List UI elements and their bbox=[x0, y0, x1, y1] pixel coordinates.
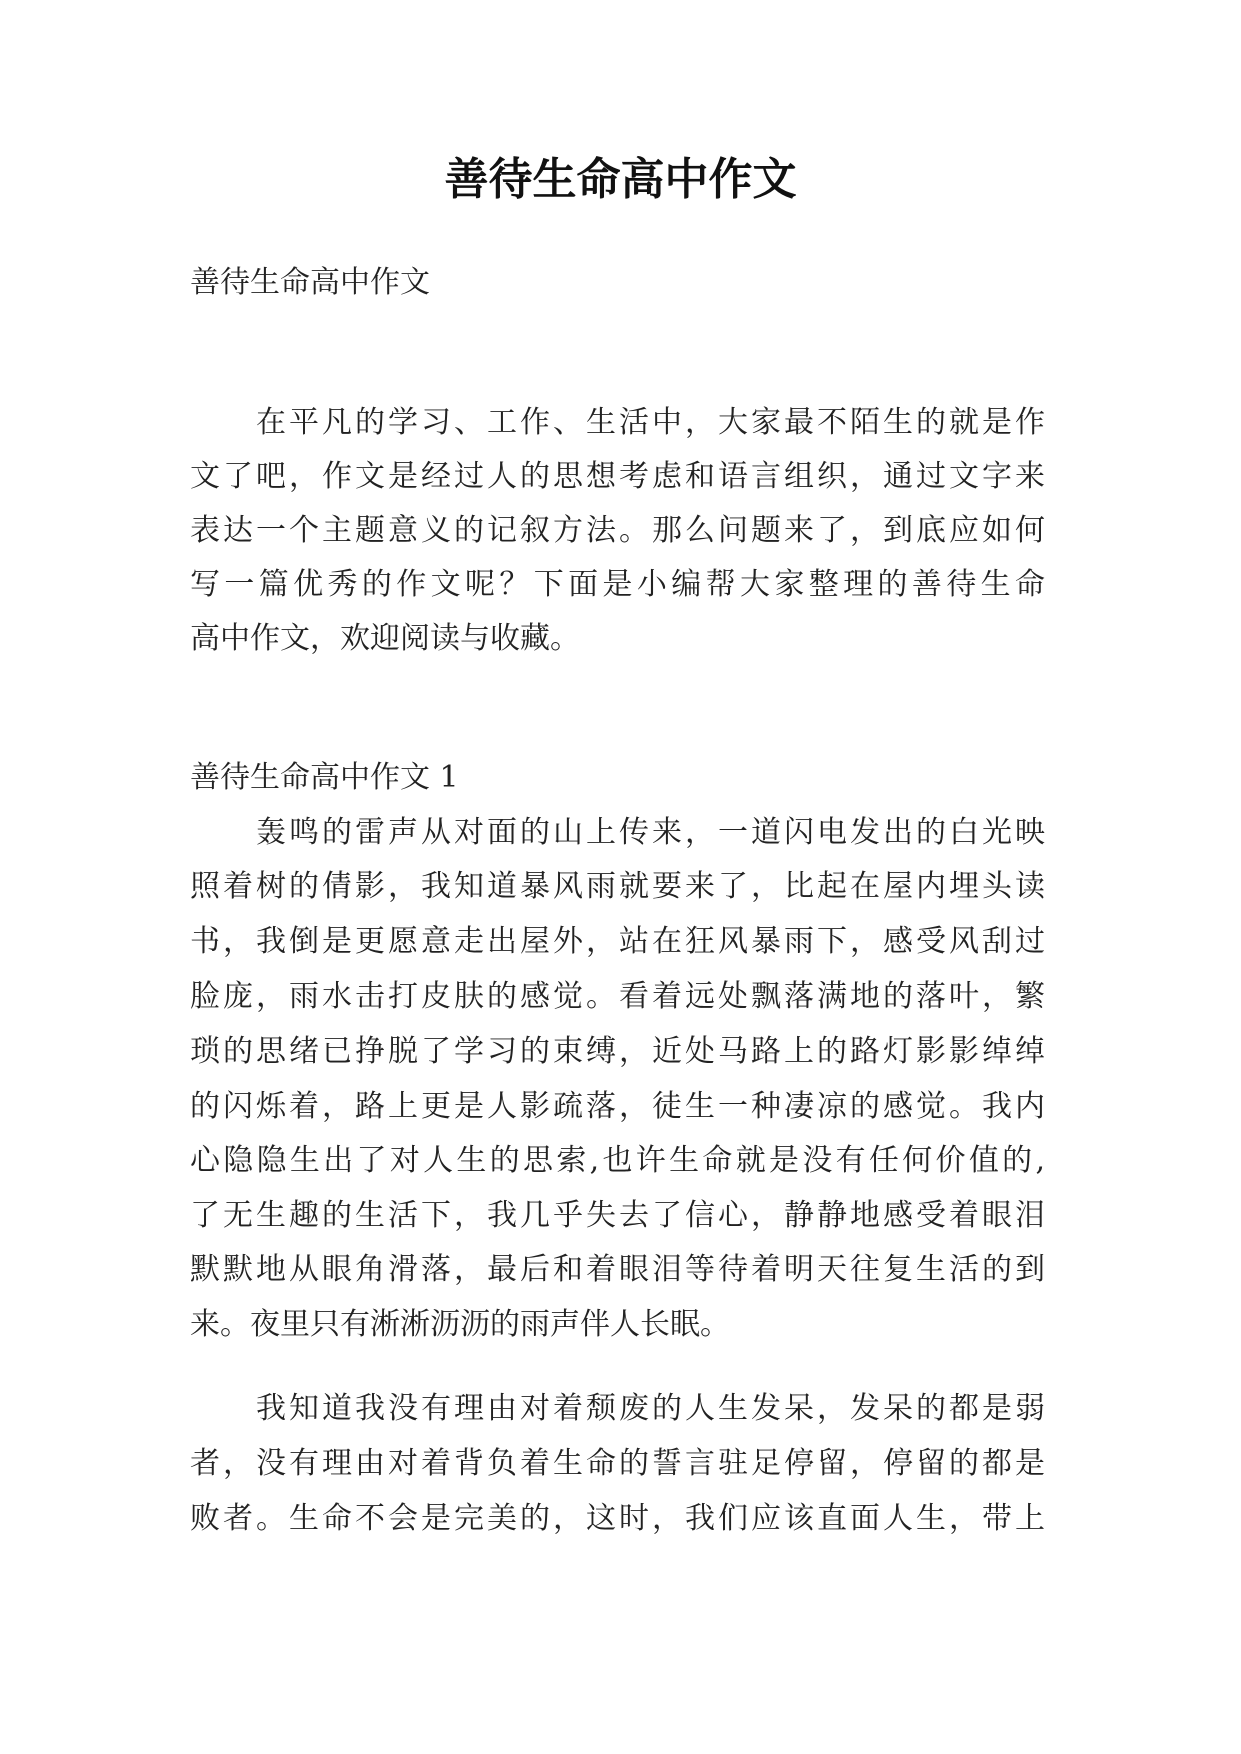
paragraph1-line: 默默地从眼角滑落，最后和着眼泪等待着明天往复生活的到 bbox=[190, 1252, 1045, 1287]
paragraph1-line: 琐的思绪已挣脱了学习的束缚，近处马路上的路灯影影绰绰 bbox=[190, 1034, 1045, 1069]
paragraph2-line: 败者。生命不会是完美的，这时，我们应该直面人生，带上 bbox=[190, 1501, 1045, 1536]
paragraph1-line: 书，我倒是更愿意走出屋外，站在狂风暴雨下，感受风刮过 bbox=[190, 924, 1045, 959]
section-heading: 善待生命高中作文 1 bbox=[190, 760, 459, 795]
paragraph1-line: 照着树的倩影，我知道暴风雨就要来了，比起在屋内埋头读 bbox=[190, 869, 1045, 904]
paragraph1-line: 的闪烁着，路上更是人影疏落，徒生一种凄凉的感觉。我内 bbox=[190, 1089, 1045, 1124]
document-title: 善待生命高中作文 bbox=[444, 154, 797, 205]
paragraph2-line: 我知道我没有理由对着颓废的人生发呆，发呆的都是弱 bbox=[256, 1391, 1045, 1426]
document-subtitle: 善待生命高中作文 bbox=[190, 265, 430, 300]
intro-line: 文了吧，作文是经过人的思想考虑和语言组织，通过文字来 bbox=[190, 459, 1045, 494]
paragraph1-line: 轰鸣的雷声从对面的山上传来，一道闪电发出的白光映 bbox=[256, 815, 1045, 850]
intro-line: 高中作文，欢迎阅读与收藏。 bbox=[190, 621, 580, 656]
intro-line: 写一篇优秀的作文呢？下面是小编帮大家整理的善待生命 bbox=[190, 567, 1045, 602]
intro-line: 在平凡的学习、工作、生活中，大家最不陌生的就是作 bbox=[256, 405, 1045, 440]
intro-line: 表达一个主题意义的记叙方法。那么问题来了，到底应如何 bbox=[190, 513, 1045, 548]
paragraph1-line: 来。夜里只有淅淅沥沥的雨声伴人长眠。 bbox=[190, 1307, 730, 1342]
paragraph1-line: 脸庞，雨水击打皮肤的感觉。看着远处飘落满地的落叶，繁 bbox=[190, 979, 1045, 1014]
paragraph1-line: 心隐隐生出了对人生的思索,也许生命就是没有任何价值的, bbox=[190, 1143, 1045, 1178]
paragraph1-line: 了无生趣的生活下，我几乎失去了信心，静静地感受着眼泪 bbox=[190, 1198, 1045, 1233]
paragraph2-line: 者，没有理由对着背负着生命的誓言驻足停留，停留的都是 bbox=[190, 1446, 1045, 1481]
